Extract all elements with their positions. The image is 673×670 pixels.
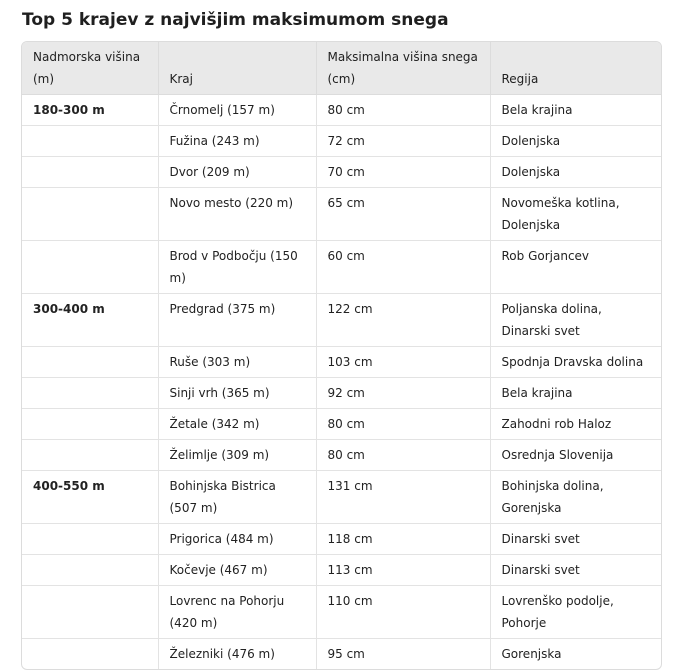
header-max-snow: Maksimalna višina snega (cm) (316, 42, 490, 95)
place-cell: Ruše (303 m) (158, 347, 316, 378)
region-cell: Poljanska dolina, Dinarski svet (490, 294, 661, 347)
header-row (22, 42, 661, 95)
region-cell: Bohinjska dolina, Gorenjska (490, 471, 661, 524)
place-cell: Žetale (342 m) (158, 409, 316, 440)
place-cell: Lovrenc na Pohorju (420 m) (158, 586, 316, 639)
altitude-group-cell (22, 347, 158, 378)
region-cell: Rob Gorjancev (490, 241, 661, 294)
region-cell: Zahodni rob Haloz (490, 409, 661, 440)
place-cell: Železniki (476 m) (158, 639, 316, 670)
table-row (22, 409, 661, 440)
snow-cell: 70 cm (316, 157, 490, 188)
altitude-group-cell (22, 524, 158, 555)
table-row (22, 639, 661, 670)
place-cell: Novo mesto (220 m) (158, 188, 316, 241)
altitude-group-cell (22, 126, 158, 157)
place-cell: Brod v Podbočju (150 m) (158, 241, 316, 294)
region-cell: Dinarski svet (490, 524, 661, 555)
region-cell: Dinarski svet (490, 555, 661, 586)
altitude-group-cell: 180-300 m (22, 95, 158, 126)
snow-cell: 122 cm (316, 294, 490, 347)
region-cell: Dolenjska (490, 157, 661, 188)
region-cell: Novomeška kotlina, Dolenjska (490, 188, 661, 241)
place-cell: Kočevje (467 m) (158, 555, 316, 586)
region-cell: Osrednja Slovenija (490, 440, 661, 471)
region-cell: Bela krajina (490, 378, 661, 409)
table-row (22, 586, 661, 639)
altitude-group-cell (22, 409, 158, 440)
place-cell: Prigorica (484 m) (158, 524, 316, 555)
table-row (22, 126, 661, 157)
snow-cell: 103 cm (316, 347, 490, 378)
snow-cell: 131 cm (316, 471, 490, 524)
region-cell: Spodnja Dravska dolina (490, 347, 661, 378)
table-body (22, 95, 661, 670)
table-row (22, 95, 661, 126)
altitude-group-cell (22, 586, 158, 639)
table-title: Top 5 krajev z najvišjim maksimumom snega (22, 10, 449, 30)
place-cell: Dvor (209 m) (158, 157, 316, 188)
table-row (22, 241, 661, 294)
table-row (22, 378, 661, 409)
altitude-group-cell: 300-400 m (22, 294, 158, 347)
altitude-group-cell (22, 241, 158, 294)
snow-table-container (21, 41, 662, 670)
snow-cell: 113 cm (316, 555, 490, 586)
table-row (22, 440, 661, 471)
snow-cell: 80 cm (316, 440, 490, 471)
snow-table (22, 42, 661, 669)
header-region: Regija (490, 42, 661, 95)
snow-cell: 80 cm (316, 95, 490, 126)
place-cell: Bohinjska Bistrica (507 m) (158, 471, 316, 524)
region-cell: Gorenjska (501, 647, 562, 661)
region-cell: Dolenjska (490, 126, 661, 157)
altitude-group-cell (22, 440, 158, 471)
snow-cell: 118 cm (316, 524, 490, 555)
snow-cell: 110 cm (316, 586, 490, 639)
header-place: Kraj (158, 42, 316, 95)
table-row (22, 524, 661, 555)
region-cell: Bela krajina (490, 95, 661, 126)
altitude-group-cell (22, 378, 158, 409)
snow-cell: 80 cm (316, 409, 490, 440)
place-cell: Želimlje (309 m) (158, 440, 316, 471)
table-header (22, 42, 661, 95)
place-cell: Črnomelj (157 m) (158, 95, 316, 126)
place-cell: Predgrad (375 m) (158, 294, 316, 347)
table-row (22, 188, 661, 241)
altitude-group-cell (22, 157, 158, 188)
altitude-group-cell (22, 188, 158, 241)
table-row (22, 471, 661, 524)
snow-cell: 92 cm (316, 378, 490, 409)
snow-cell: 72 cm (316, 126, 490, 157)
snow-cell: 60 cm (316, 241, 490, 294)
table-row (22, 294, 661, 347)
snow-cell: 95 cm (316, 639, 490, 670)
place-cell: Fužina (243 m) (158, 126, 316, 157)
region-cell: Lovrenško podolje, Pohorje (490, 586, 661, 639)
table-row (22, 555, 661, 586)
altitude-group-cell: 400-550 m (22, 471, 158, 524)
snow-cell: 65 cm (316, 188, 490, 241)
table-row (22, 157, 661, 188)
place-cell: Sinji vrh (365 m) (158, 378, 316, 409)
table-row (22, 347, 661, 378)
altitude-group-cell (22, 639, 158, 670)
header-altitude: Nadmorska višina (m) (22, 42, 158, 95)
altitude-group-cell (22, 555, 158, 586)
